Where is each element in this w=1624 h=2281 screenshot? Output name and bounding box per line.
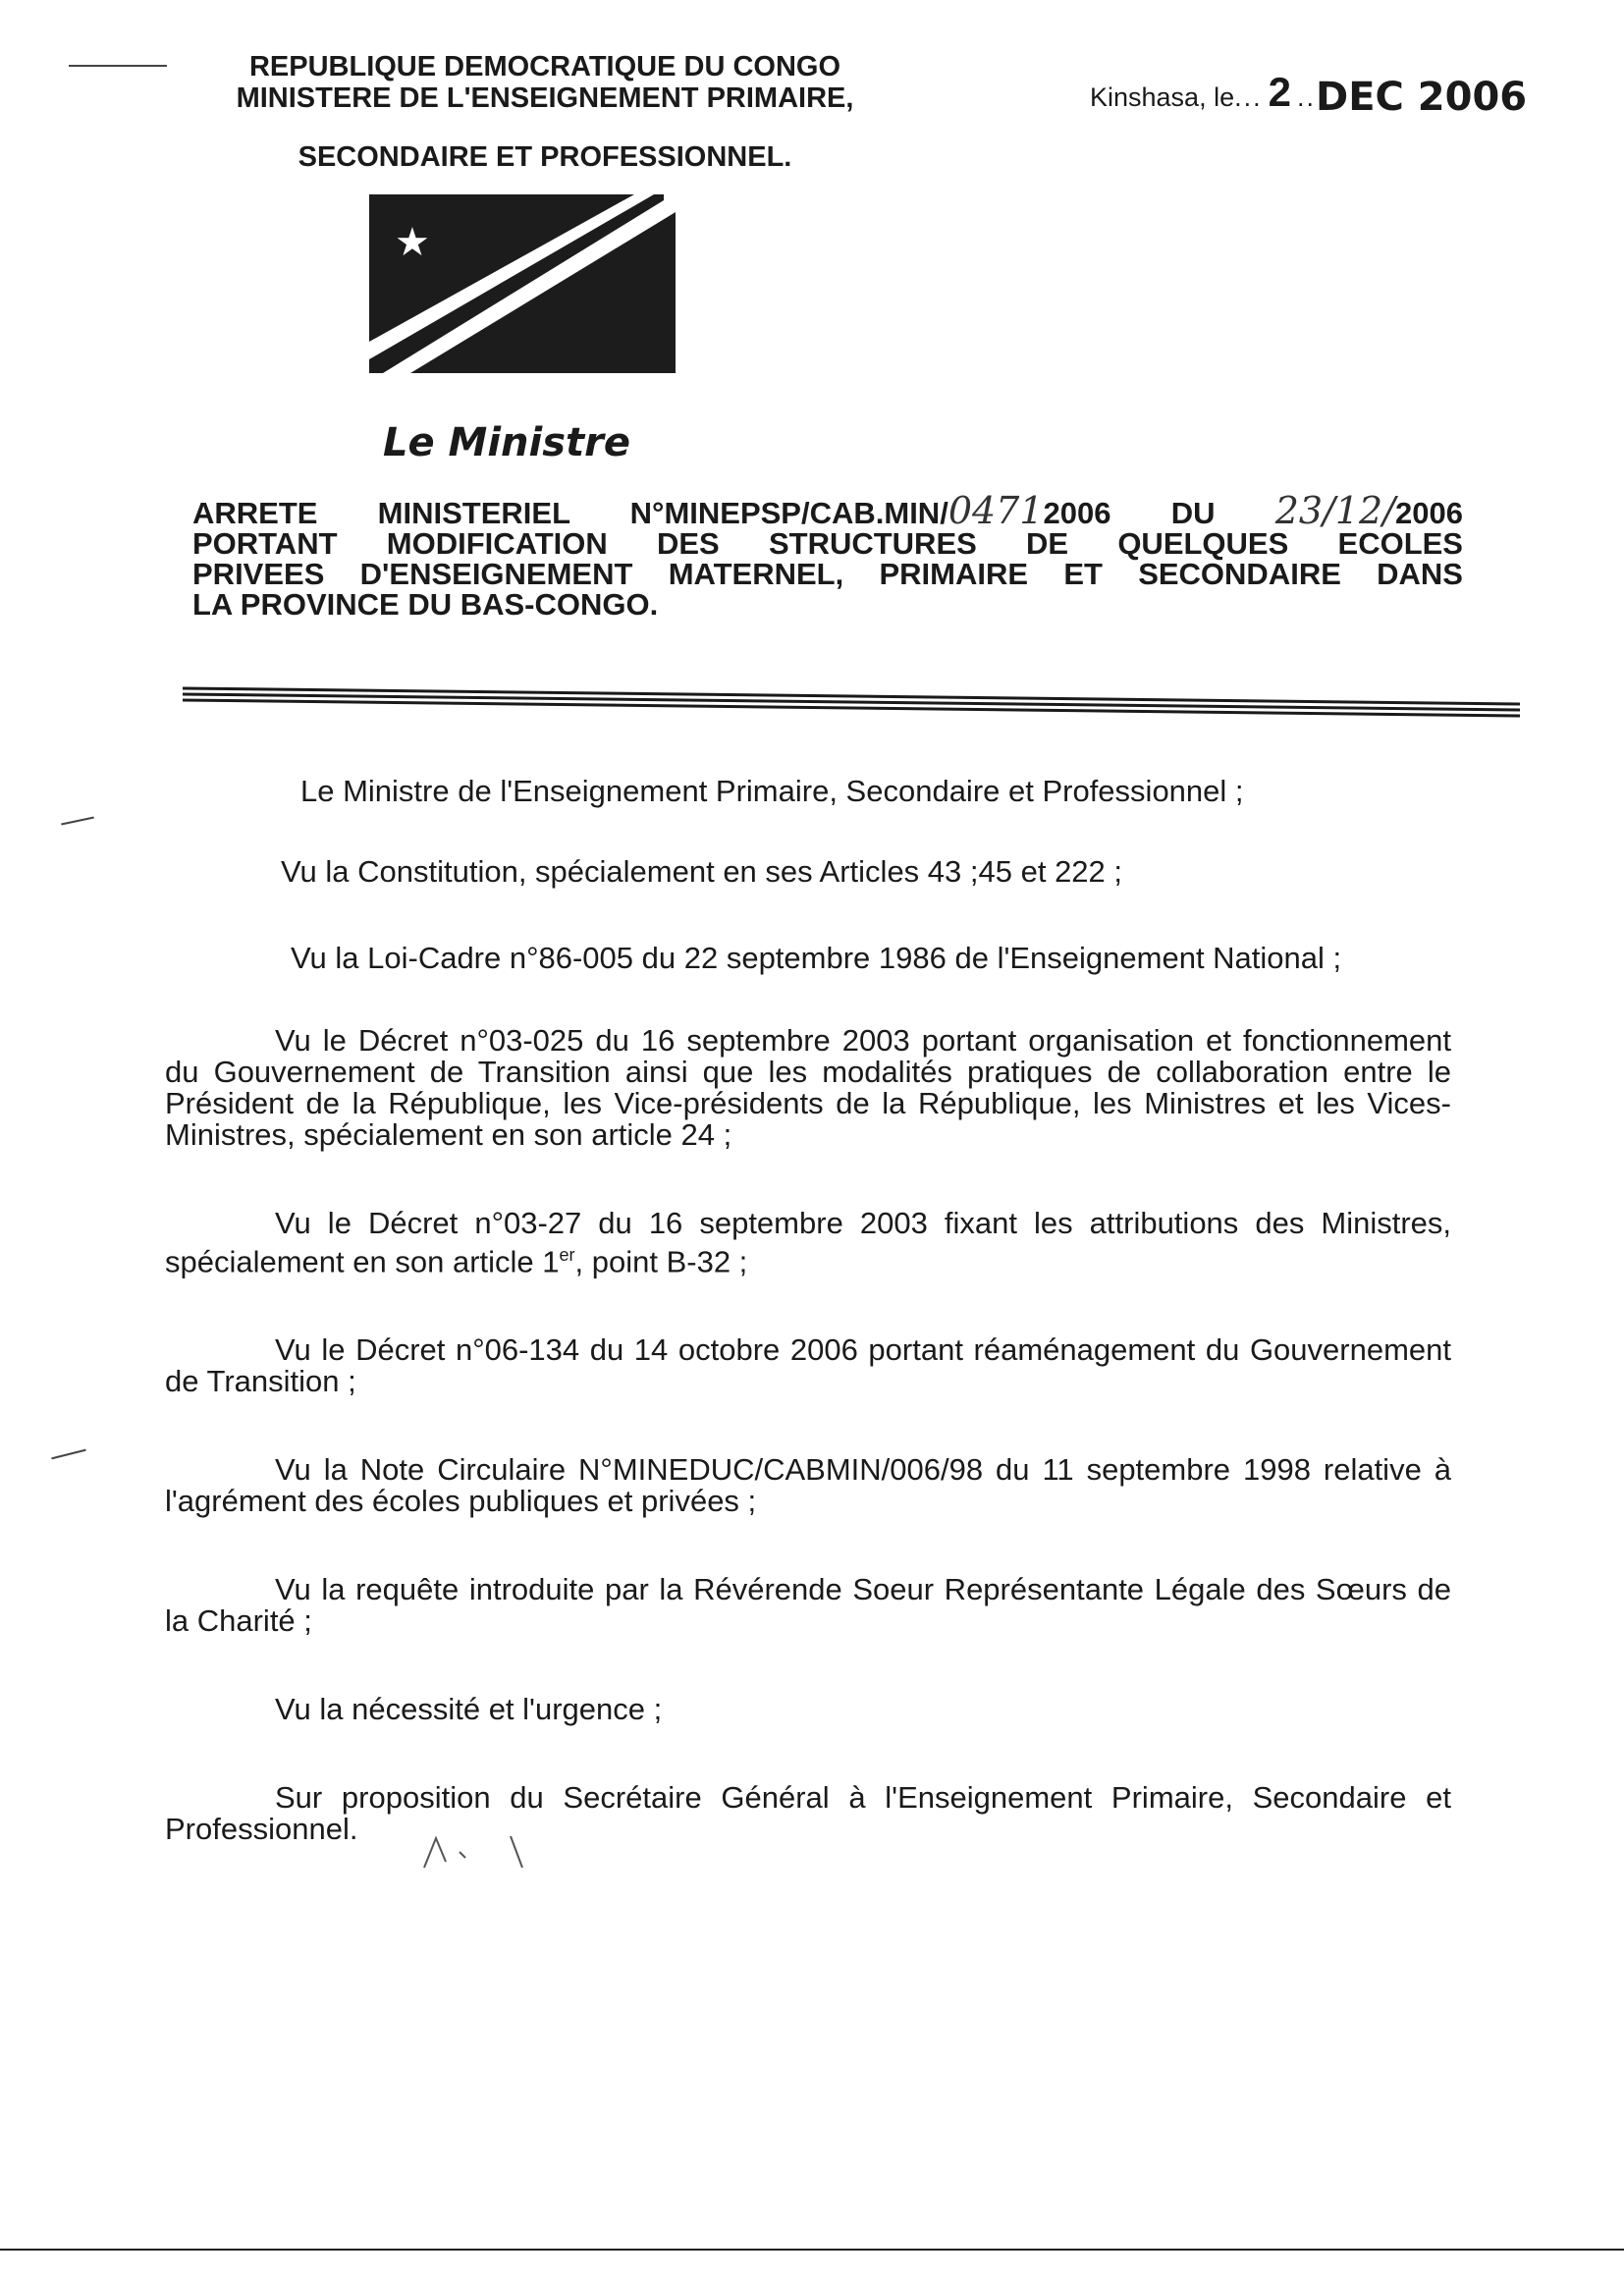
- paragraph-note-circulaire: Vu la Note Circulaire N°MINEDUC/CABMIN/006/98 du 11 septembre 1998 relative à l'agrément des écoles publiques et privées ;: [165, 1452, 1451, 1519]
- letterhead-ministry: MINISTERE DE L'ENSEIGNEMENT PRIMAIRE,: [236, 82, 854, 114]
- flag-star-icon: ★: [395, 220, 430, 265]
- double-rule-divider: [183, 684, 1520, 732]
- paragraph-requete: Vu la requête introduite par la Révérende Soeur Représentante Légale des Sœurs de la Charité ;: [165, 1572, 1451, 1639]
- place-label: Kinshasa, le: [1090, 82, 1235, 112]
- decree-number-handwritten: 0471: [947, 489, 1044, 532]
- decree-title: [192, 489, 1463, 622]
- minister-title: Le Ministre: [383, 420, 631, 465]
- date-day: 2: [1268, 69, 1291, 115]
- drc-flag-image: [369, 194, 676, 373]
- date-stamp: DEC 2006: [1315, 75, 1528, 120]
- paragraph-minister: Le Ministre de l'Enseignement Primaire, Secondaire et Professionnel ;: [300, 774, 1244, 808]
- decree-line-4: LA PROVINCE DU BAS-CONGO.: [192, 587, 659, 622]
- letterhead-country: REPUBLIQUE DEMOCRATIQUE DU CONGO: [248, 51, 841, 82]
- paragraph-decret-03-27: Vu le Décret n°03-27 du 16 septembre 2003 fixant les attributions des Ministres, spécialement en son article 1er, point B-32 ;: [165, 1206, 1451, 1279]
- handwritten-initials-mark: [420, 1828, 528, 1887]
- letterhead: [187, 51, 903, 173]
- paragraph-decret-03-025: Vu le Décret n°03-025 du 16 septembre 2003 portant organisation et fonctionnement du Gouvernement de Transition ainsi que les modalités pratiques de collaboration entre le Président de la République, les Vice-présidents de la République, les Ministres et les Vices-Ministres, spécialement en son article 24 ;: [165, 1023, 1451, 1152]
- decree-line-3: PRIVEES D'ENSEIGNEMENT MATERNEL, PRIMAIRE ET SECONDAIRE DANS: [192, 557, 1463, 591]
- decree-date-handwritten: 23/12/: [1274, 489, 1396, 532]
- margin-mark: [51, 1449, 85, 1460]
- letterhead-ministry-cont: SECONDAIRE ET PROFESSIONNEL.: [298, 141, 792, 173]
- paragraph-urgence: Vu la nécessité et l'urgence ;: [275, 1692, 663, 1727]
- decree-line-1: ARRETE MINISTERIEL N°MINEPSP/CAB.MIN/04712006 DU 23/12/2006: [192, 489, 1463, 532]
- margin-mark: [69, 65, 167, 67]
- decree-body: [165, 776, 1451, 1902]
- paragraph-decret-06-134: Vu le Décret n°06-134 du 14 octobre 2006 portant réaménagement du Gouvernement de Transition ;: [165, 1332, 1451, 1399]
- decree-line-2: PORTANT MODIFICATION DES STRUCTURES DE QUELQUES ECOLES: [192, 526, 1463, 561]
- place-date: Kinshasa, le... 2 ..DEC 2006: [1090, 69, 1528, 120]
- paragraph-loi-cadre: Vu la Loi-Cadre n°86-005 du 22 septembre 1986 de l'Enseignement National ;: [291, 941, 1342, 975]
- margin-mark: [61, 816, 94, 825]
- paragraph-proposition: Sur proposition du Secrétaire Général à l'Enseignement Primaire, Secondaire et Professionnel.: [165, 1780, 1451, 1847]
- paragraph-constitution: Vu la Constitution, spécialement en ses Articles 43 ;45 et 222 ;: [281, 854, 1123, 889]
- page-bottom-line: [0, 2249, 1624, 2251]
